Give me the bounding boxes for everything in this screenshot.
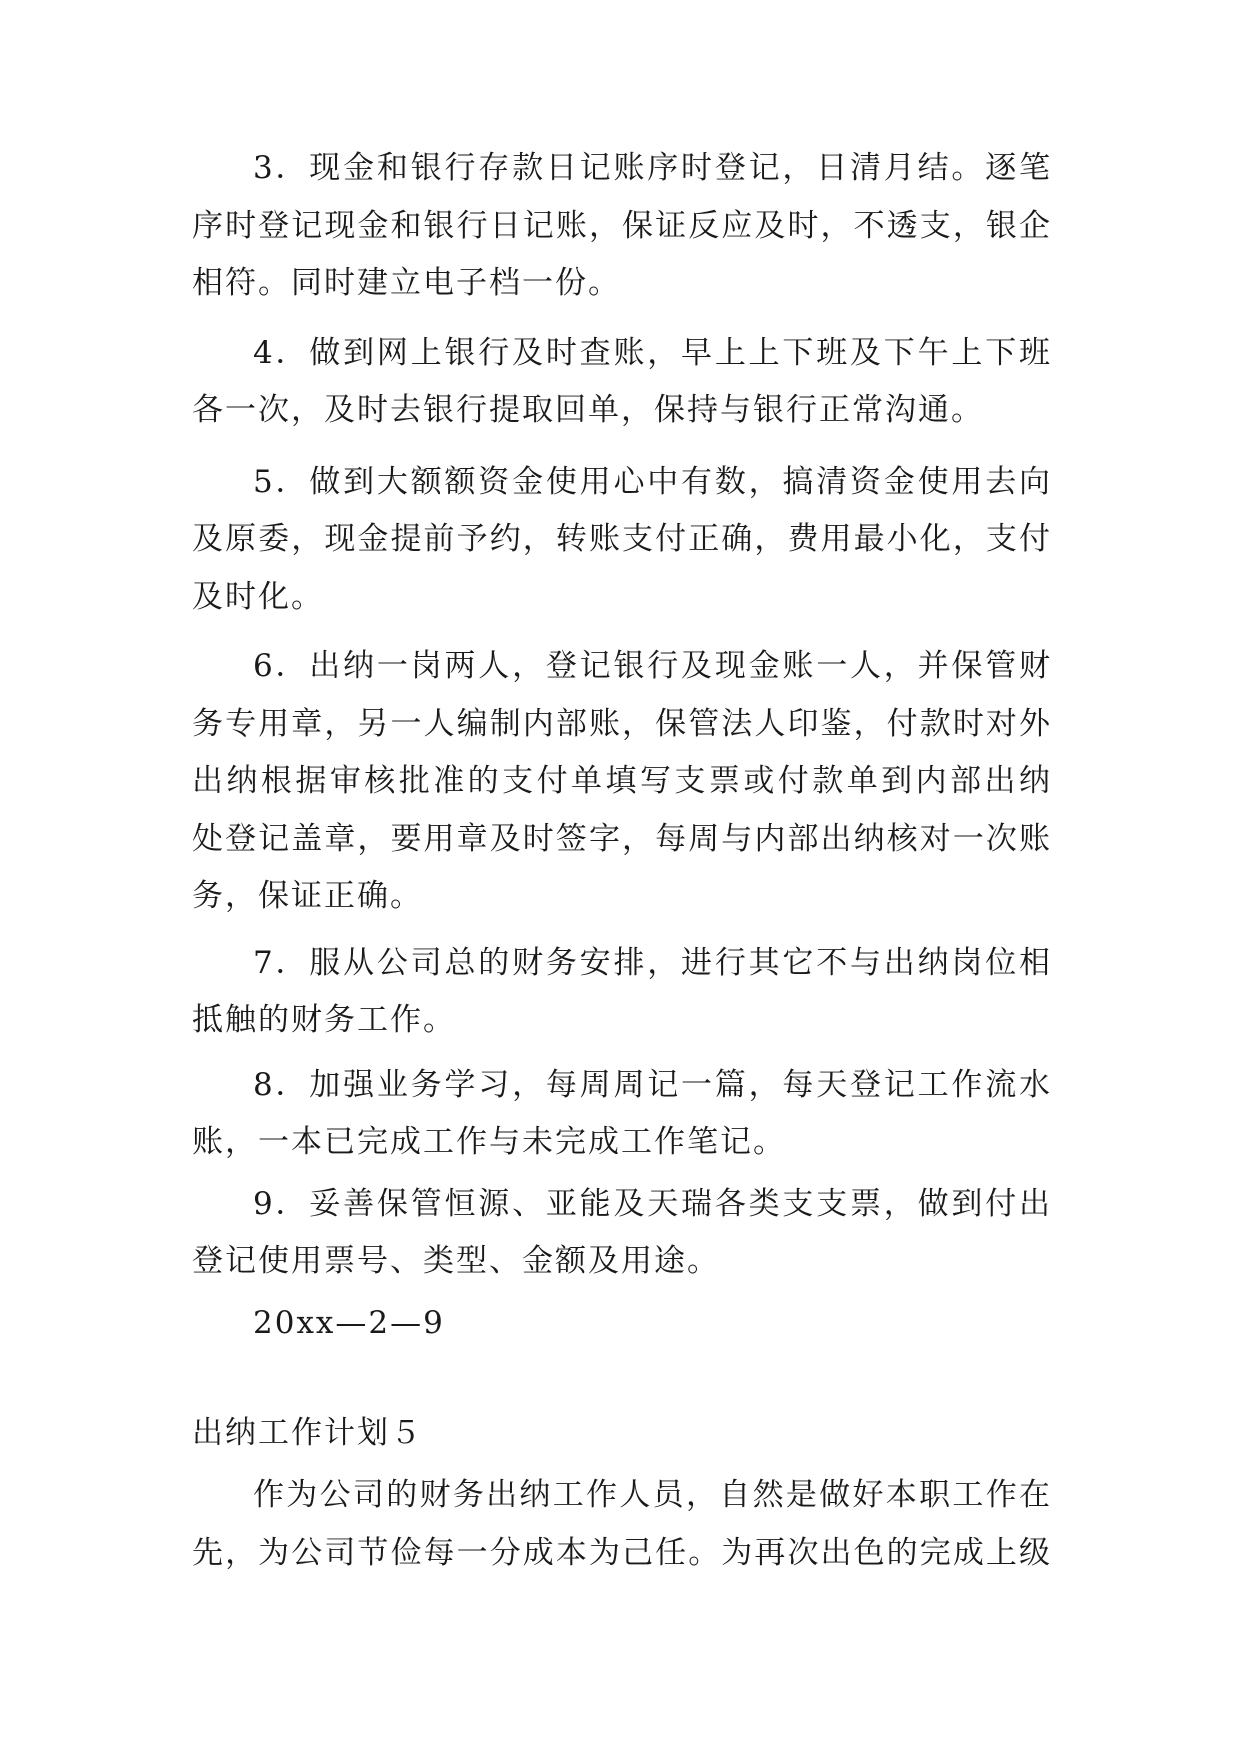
paragraph-line: 抵触的财务工作。 (192, 1002, 456, 1038)
paragraph-line: 处登记盖章，要用章及时签字，每周与内部出纳核对一次账 (192, 821, 1052, 857)
date-line: 20xx—2—9 (253, 1305, 445, 1341)
paragraph-line: 6．出纳一岗两人，登记银行及现金账一人，并保管财 (253, 648, 1052, 684)
section-title: 出纳工作计划５ (192, 1415, 423, 1451)
paragraph-line: 及原委，现金提前予约，转账支付正确，费用最小化，支付 (192, 521, 1052, 557)
paragraph-line: 及时化。 (192, 579, 324, 615)
paragraph-line: 5．做到大额额资金使用心中有数，搞清资金使用去向 (253, 464, 1052, 500)
paragraph-line: 4．做到网上银行及时查账，早上上下班及下午上下班 (253, 335, 1052, 371)
paragraph-line: 先，为公司节俭每一分成本为己任。为再次出色的完成上级 (192, 1535, 1052, 1571)
paragraph-line: 出纳根据审核批准的支付单填写支票或付款单到内部出纳 (192, 763, 1052, 799)
paragraph-line: 作为公司的财务出纳工作人员，自然是做好本职工作在 (253, 1477, 1052, 1513)
paragraph-line: 8．加强业务学习，每周周记一篇，每天登记工作流水 (253, 1067, 1052, 1103)
paragraph-line: 各一次，及时去银行提取回单，保持与银行正常沟通。 (192, 392, 984, 428)
paragraph-line: 3．现金和银行存款日记账序时登记，日清月结。逐笔 (253, 150, 1052, 186)
paragraph-line: 登记使用票号、类型、金额及用途。 (192, 1243, 720, 1279)
paragraph-line: 务专用章，另一人编制内部账，保管法人印鉴，付款时对外 (192, 706, 1052, 742)
paragraph-line: 9．妥善保管恒源、亚能及天瑞各类支支票，做到付出 (253, 1186, 1052, 1222)
paragraph-line: 7．服从公司总的财务安排，进行其它不与出纳岗位相 (253, 945, 1052, 981)
paragraph-line: 务，保证正确。 (192, 878, 423, 914)
paragraph-line: 账，一本已完成工作与未完成工作笔记。 (192, 1124, 786, 1160)
paragraph-line: 序时登记现金和银行日记账，保证反应及时，不透支，银企 (192, 208, 1052, 244)
paragraph-line: 相符。同时建立电子档一份。 (192, 265, 621, 301)
